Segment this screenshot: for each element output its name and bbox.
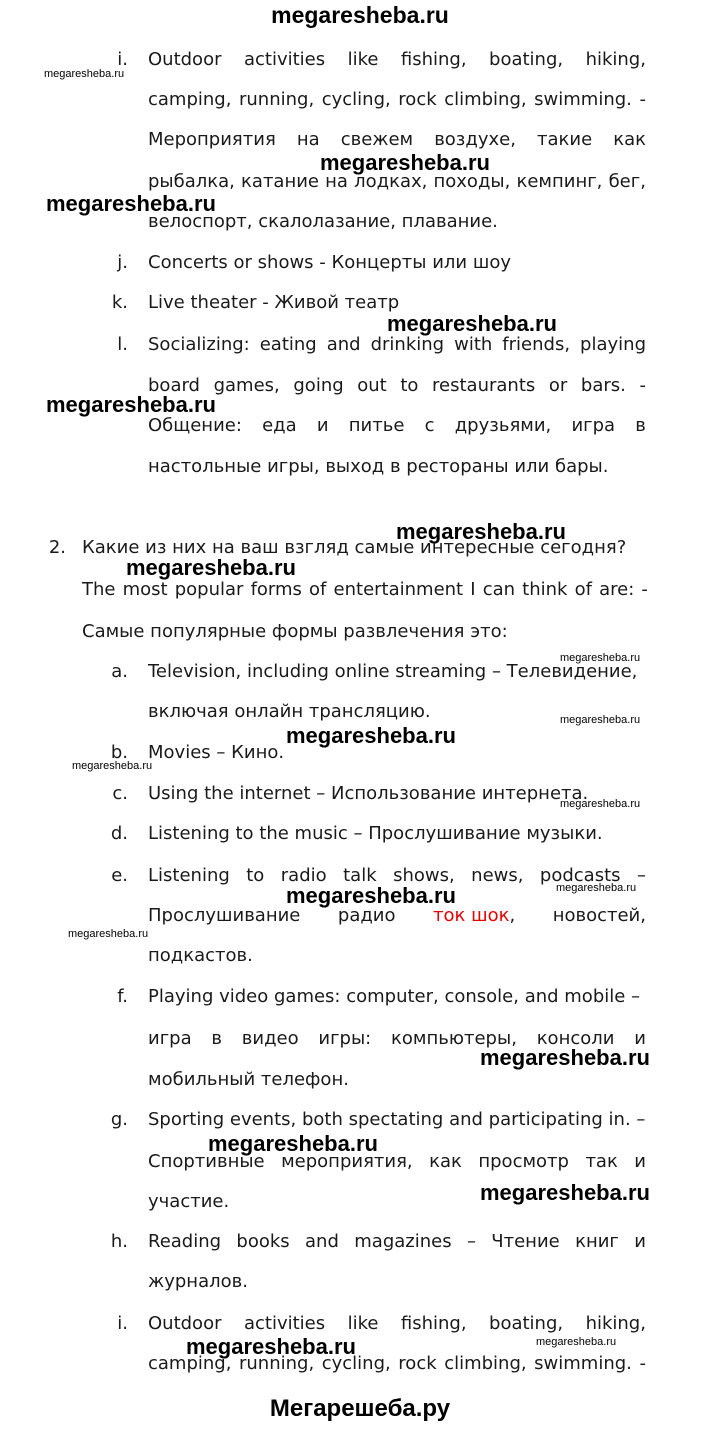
watermark: megaresheba.ru bbox=[126, 555, 296, 580]
text-word: rock bbox=[398, 89, 437, 110]
text-word: podcasts bbox=[539, 865, 621, 886]
watermark: megaresheba.ru bbox=[286, 723, 456, 748]
watermark: megaresheba.ru bbox=[286, 883, 456, 908]
text-word: of bbox=[574, 579, 592, 600]
list-marker: f. bbox=[117, 986, 128, 1007]
text-word: playing bbox=[580, 334, 646, 355]
question-number: 2. bbox=[48, 537, 66, 558]
text-word: Спортивные bbox=[148, 1151, 265, 1172]
watermark: megaresheba.ru bbox=[560, 798, 641, 810]
list-marker: e. bbox=[111, 865, 128, 886]
watermark: megaresheba.ru bbox=[556, 882, 637, 894]
footer-watermark: Мегарешеба.ру bbox=[269, 1395, 451, 1422]
text-word: hiking, bbox=[585, 49, 646, 70]
text-word: и bbox=[316, 415, 329, 436]
list-marker: d. bbox=[110, 823, 128, 844]
text-word: friends, bbox=[502, 334, 571, 355]
text-line: журналов. bbox=[148, 1271, 248, 1292]
text-word: or bbox=[548, 375, 568, 396]
text-line: велоспорт, скалолазание, плавание. bbox=[148, 211, 498, 232]
text-word: to bbox=[400, 375, 419, 396]
text-line: Using the internet – Использование интернета. bbox=[148, 783, 589, 804]
text-line bbox=[148, 130, 646, 150]
text-word: катание bbox=[241, 171, 320, 192]
watermark: megaresheba.ru bbox=[208, 1131, 378, 1156]
text-word: – bbox=[466, 1231, 476, 1252]
text-word: Чтение bbox=[491, 1231, 560, 1252]
text-word: на bbox=[325, 171, 348, 192]
watermark: megaresheba.ru bbox=[320, 150, 490, 175]
text-word: fishing, bbox=[400, 49, 467, 70]
text-word: bars. bbox=[580, 375, 626, 396]
text-word: news, bbox=[471, 865, 524, 886]
text-line bbox=[148, 416, 646, 436]
text-word: Listening bbox=[148, 865, 230, 886]
text-word: forms bbox=[250, 579, 302, 600]
text-word: друзьями, bbox=[454, 415, 552, 436]
text-word: Прослушивание bbox=[148, 905, 301, 926]
watermark: megaresheba.ru bbox=[480, 1180, 650, 1205]
text-word: - bbox=[639, 1353, 646, 1374]
text-word: talk bbox=[343, 865, 377, 886]
text-word: консоли bbox=[536, 1028, 615, 1049]
text-word: rock bbox=[398, 1353, 437, 1374]
text-word: Socializing: bbox=[148, 334, 250, 355]
text-line: настольные игры, выход в рестораны или бары. bbox=[148, 456, 609, 477]
text-word: питье bbox=[348, 415, 405, 436]
text-word: такие bbox=[536, 129, 593, 150]
text-word: most bbox=[122, 579, 168, 600]
text-word: просмотр bbox=[478, 1151, 569, 1172]
text-word: и bbox=[634, 1151, 646, 1172]
text-word: The bbox=[82, 579, 116, 600]
text-line: включая онлайн трансляцию. bbox=[148, 701, 431, 722]
text-line bbox=[148, 376, 646, 396]
highlighted-text: ток шок bbox=[433, 905, 510, 926]
text-word: swimming. bbox=[534, 89, 632, 110]
text-word: camping, bbox=[148, 89, 232, 110]
list-marker: k. bbox=[111, 292, 128, 313]
text-word: like bbox=[347, 49, 379, 70]
text-word: свежем bbox=[340, 129, 414, 150]
text-word: лодках, bbox=[354, 171, 428, 192]
header-watermark: megaresheba.ru bbox=[271, 2, 449, 28]
text-word: fishing, bbox=[400, 1313, 467, 1334]
text-line bbox=[148, 335, 646, 355]
watermark: megaresheba.ru bbox=[387, 311, 557, 336]
text-word: как bbox=[429, 1151, 462, 1172]
text-word: to bbox=[246, 865, 265, 886]
text-line: Live theater - Живой театр bbox=[148, 292, 400, 313]
text-word: climbing, bbox=[444, 89, 527, 110]
list-marker: j. bbox=[117, 252, 128, 273]
text-word: игра bbox=[148, 1028, 192, 1049]
text-line: Television, including online streaming – Телевидение, bbox=[148, 661, 638, 682]
text-word: походы, bbox=[433, 171, 511, 192]
text-line: Playing video games: computer, console, and mobile – bbox=[148, 986, 641, 1007]
text-line: мобильный телефон. bbox=[148, 1069, 349, 1090]
text-word: and bbox=[305, 1231, 339, 1252]
text-word: - bbox=[639, 89, 646, 110]
text-line: подкастов. bbox=[148, 945, 253, 966]
watermark: megaresheba.ru bbox=[560, 652, 641, 664]
watermark: megaresheba.ru bbox=[536, 1336, 617, 1348]
list-marker: h. bbox=[110, 1231, 128, 1252]
text-word: like bbox=[347, 1313, 379, 1334]
text-word: в bbox=[635, 415, 646, 436]
text-word: Общение: bbox=[148, 415, 242, 436]
text-word: компьютеры, bbox=[391, 1028, 517, 1049]
text-word: так bbox=[585, 1151, 618, 1172]
text-word: activities bbox=[243, 1313, 326, 1334]
text-line bbox=[148, 90, 646, 110]
text-word: - bbox=[641, 579, 648, 600]
text-line: Listening to the music – Прослушивание музыки. bbox=[148, 823, 603, 844]
text-word: running, bbox=[239, 89, 315, 110]
text-word: running, bbox=[239, 1353, 315, 1374]
text-word: Мероприятия bbox=[148, 129, 276, 150]
text-word: boating, bbox=[489, 49, 564, 70]
text-word: are: bbox=[599, 579, 635, 600]
text-word: видео bbox=[241, 1028, 299, 1049]
text-word: Outdoor bbox=[148, 1313, 222, 1334]
watermark: megaresheba.ru bbox=[44, 68, 125, 80]
text-word: hiking, bbox=[585, 1313, 646, 1334]
list-marker: g. bbox=[110, 1109, 128, 1130]
text-word: climbing, bbox=[444, 1353, 527, 1374]
text-word: на bbox=[296, 129, 320, 150]
watermark: megaresheba.ru bbox=[560, 714, 641, 726]
watermark: megaresheba.ru bbox=[46, 392, 216, 417]
text-line: Concerts or shows - Концерты или шоу bbox=[148, 252, 511, 273]
text-word: boating, bbox=[489, 1313, 564, 1334]
text-word: в bbox=[211, 1028, 222, 1049]
text-word: книг bbox=[575, 1231, 619, 1252]
text-word: рыбалка, bbox=[148, 171, 235, 192]
text-word: camping, bbox=[148, 1353, 232, 1374]
text-line bbox=[148, 50, 646, 70]
text-word: радио bbox=[337, 905, 396, 926]
text-word: – bbox=[636, 865, 646, 886]
text-word: books bbox=[236, 1231, 290, 1252]
text-word: out bbox=[357, 375, 387, 396]
text-word: мероприятия, bbox=[281, 1151, 413, 1172]
watermark: megaresheba.ru bbox=[68, 928, 149, 940]
text-word: кемпинг, bbox=[516, 171, 603, 192]
text-word: think bbox=[522, 579, 568, 600]
text-line bbox=[148, 906, 646, 926]
text-word: , bbox=[509, 905, 516, 926]
text-line bbox=[148, 1314, 646, 1334]
text-word: with bbox=[454, 334, 493, 355]
list-marker: l. bbox=[117, 334, 128, 355]
text-line: Самые популярные формы развлечения это: bbox=[82, 621, 508, 642]
text-word: Reading bbox=[148, 1231, 222, 1252]
text-word: activities bbox=[243, 49, 326, 70]
text-word: бег, bbox=[608, 171, 646, 192]
list-marker: c. bbox=[112, 783, 128, 804]
list-marker: b. bbox=[110, 742, 128, 763]
text-word: of bbox=[309, 579, 327, 600]
text-word: воздухе, bbox=[434, 129, 516, 150]
text-word: с bbox=[424, 415, 435, 436]
text-word: swimming. bbox=[534, 1353, 632, 1374]
text-line bbox=[82, 580, 648, 600]
watermark: megaresheba.ru bbox=[46, 191, 216, 216]
list-marker: i. bbox=[117, 49, 128, 70]
watermark: megaresheba.ru bbox=[186, 1334, 356, 1359]
text-word: popular bbox=[174, 579, 244, 600]
text-word: еда bbox=[262, 415, 297, 436]
text-word: I bbox=[470, 579, 476, 600]
list-marker: i. bbox=[117, 1313, 128, 1334]
text-word: и bbox=[634, 1231, 646, 1252]
text-word: going bbox=[293, 375, 344, 396]
text-word: restaurants bbox=[432, 375, 536, 396]
question-text: Какие из них на ваш взгляд самые интересные сегодня? bbox=[82, 537, 627, 558]
text-word: magazines bbox=[354, 1231, 452, 1252]
text-word: entertainment bbox=[333, 579, 464, 600]
text-word: - bbox=[639, 375, 646, 396]
text-word: can bbox=[482, 579, 516, 600]
text-word: как bbox=[613, 129, 646, 150]
text-line: Movies – Кино. bbox=[148, 742, 285, 763]
text-word: игры: bbox=[318, 1028, 372, 1049]
text-word: Outdoor bbox=[148, 49, 222, 70]
watermark: megaresheba.ru bbox=[396, 519, 566, 544]
text-word: eating bbox=[259, 334, 317, 355]
text-word: новостей, bbox=[552, 905, 646, 926]
text-word: and bbox=[326, 334, 361, 355]
watermark: megaresheba.ru bbox=[480, 1045, 650, 1070]
list-marker: a. bbox=[111, 661, 128, 682]
text-word: игра bbox=[571, 415, 616, 436]
text-line: Sporting events, both spectating and participating in. – bbox=[148, 1109, 646, 1130]
text-word: cycling, bbox=[321, 89, 391, 110]
text-word: drinking bbox=[370, 334, 445, 355]
text-word: radio bbox=[280, 865, 327, 886]
text-line bbox=[148, 1232, 646, 1252]
text-word: и bbox=[634, 1028, 646, 1049]
text-line: участие. bbox=[148, 1191, 230, 1212]
text-word: cycling, bbox=[321, 1353, 391, 1374]
watermark: megaresheba.ru bbox=[72, 760, 153, 772]
text-word: shows, bbox=[393, 865, 455, 886]
text-word: board bbox=[148, 375, 200, 396]
text-word: games, bbox=[213, 375, 280, 396]
